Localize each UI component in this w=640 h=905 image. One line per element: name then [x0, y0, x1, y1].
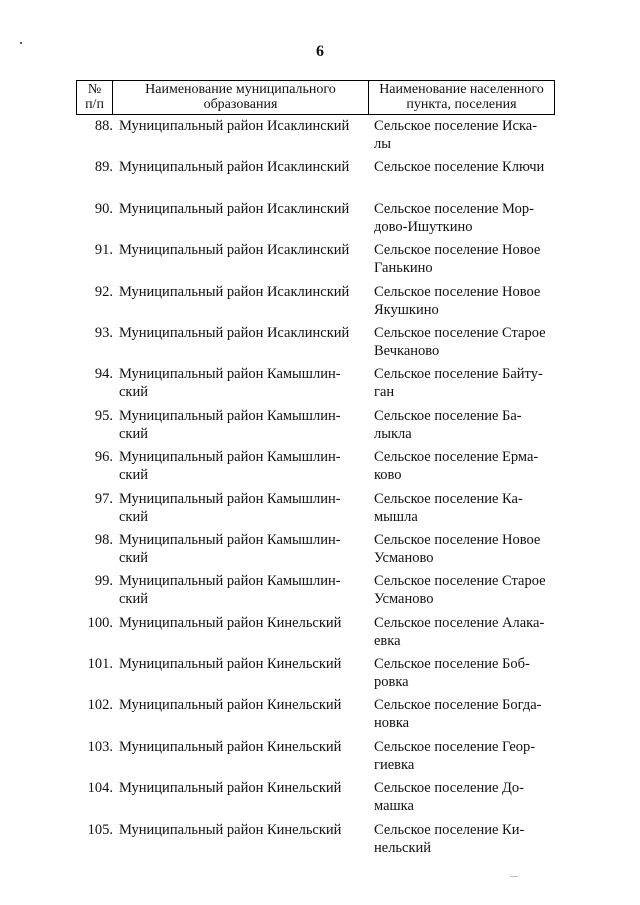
row-settlement: Сельское поселение Новое Ганькино — [374, 242, 541, 277]
table-row — [0, 199, 640, 240]
header-number-label: № п/п — [85, 82, 104, 112]
row-number: 88. — [94, 118, 113, 134]
row-settlement: Сельское поселение Ерма- ково — [374, 449, 539, 484]
row-municipality: Муниципальный район Исаклинский — [119, 200, 350, 217]
row-settlement: Сельское поселение Байту- ган — [374, 366, 543, 401]
header-number — [77, 81, 113, 114]
row-municipality: Муниципальный район Исаклинский — [119, 118, 350, 134]
row-municipality: Муниципальный район Исаклинский — [119, 242, 350, 259]
row-number: 91. — [94, 242, 113, 259]
row-settlement: Сельское поселение Ключи — [374, 159, 545, 176]
header-municipality-label: Наименование муниципального образования — [145, 82, 336, 112]
table-row — [0, 571, 640, 612]
row-number: 92. — [94, 283, 113, 300]
table-row — [0, 364, 640, 405]
row-municipality: Муниципальный район Кинельский — [119, 738, 342, 755]
row-municipality: Муниципальный район Камышлин- ский — [119, 490, 341, 525]
row-municipality: Муниципальный район Камышлин- ский — [119, 573, 341, 608]
row-number: 105. — [87, 821, 113, 838]
table-row — [0, 654, 640, 695]
table-row — [0, 778, 640, 819]
row-municipality: Муниципальный район Кинельский — [119, 697, 342, 714]
table-header — [76, 80, 555, 115]
row-number: 94. — [94, 366, 113, 383]
row-number: 96. — [94, 449, 113, 466]
row-settlement: Сельское поселение Ба- лыкла — [374, 407, 522, 442]
row-settlement: Сельское поселение Новое Якушкино — [374, 283, 541, 318]
row-settlement: Сельское поселение Ка- мышла — [374, 490, 523, 525]
row-number: 95. — [94, 407, 113, 424]
row-municipality: Муниципальный район Исаклинский — [119, 159, 350, 176]
table-body — [0, 116, 640, 861]
table-row — [0, 820, 640, 861]
table-row — [0, 323, 640, 364]
table-row — [0, 447, 640, 488]
row-settlement: Сельское поселение Алака- евка — [374, 614, 545, 649]
scan-speck — [510, 876, 518, 877]
row-settlement: Сельское поселение Мор- дово-Ишуткино — [374, 200, 534, 235]
row-number: 97. — [94, 490, 113, 507]
row-settlement: Сельское поселение Боб- ровка — [374, 656, 530, 691]
header-settlement-label: Наименование населенного пункта, поселения — [379, 82, 544, 112]
row-number: 100. — [87, 614, 113, 631]
row-settlement: Сельское поселение Старое Усманово — [374, 573, 546, 608]
row-municipality: Муниципальный район Камышлин- ский — [119, 407, 341, 442]
row-number: 93. — [94, 324, 113, 341]
row-number: 101. — [87, 656, 113, 673]
row-municipality: Муниципальный район Исаклинский — [119, 324, 350, 341]
row-settlement: Сельское поселение Старое Вечканово — [374, 324, 546, 359]
row-number: 102. — [87, 697, 113, 714]
table-row — [0, 489, 640, 530]
row-settlement: Сельское поселение Ки- нельский — [374, 821, 525, 856]
row-number: 89. — [94, 159, 113, 176]
header-settlement — [369, 81, 554, 114]
table-row — [0, 406, 640, 447]
row-number: 98. — [94, 531, 113, 548]
row-number: 90. — [94, 200, 113, 217]
table-row — [0, 613, 640, 654]
table-row — [0, 116, 640, 157]
row-number: 104. — [87, 780, 113, 797]
row-settlement: Сельское поселение Геор- гиевка — [374, 738, 536, 773]
table-row — [0, 530, 640, 571]
row-settlement: Сельское поселение Богда- новка — [374, 697, 542, 732]
header-municipality — [113, 81, 369, 114]
table-row — [0, 282, 640, 323]
table-row — [0, 157, 640, 198]
row-municipality: Муниципальный район Камышлин- ский — [119, 449, 341, 484]
row-municipality: Муниципальный район Кинельский — [119, 780, 342, 797]
row-settlement: Сельское поселение Иска- лы — [374, 118, 538, 152]
page-number: 6 — [316, 43, 324, 60]
row-number: 99. — [94, 573, 113, 590]
row-municipality: Муниципальный район Камышлин- ский — [119, 366, 341, 401]
row-municipality: Муниципальный район Кинельский — [119, 614, 342, 631]
table-row — [0, 737, 640, 778]
table-row — [0, 695, 640, 736]
row-settlement: Сельское поселение До- машка — [374, 780, 525, 815]
row-municipality: Муниципальный район Камышлин- ский — [119, 531, 341, 566]
row-settlement: Сельское поселение Новое Усманово — [374, 531, 541, 566]
row-municipality: Муниципальный район Кинельский — [119, 821, 342, 838]
row-municipality: Муниципальный район Исаклинский — [119, 283, 350, 300]
table-row — [0, 240, 640, 281]
row-municipality: Муниципальный район Кинельский — [119, 656, 342, 673]
row-number: 103. — [87, 738, 113, 755]
